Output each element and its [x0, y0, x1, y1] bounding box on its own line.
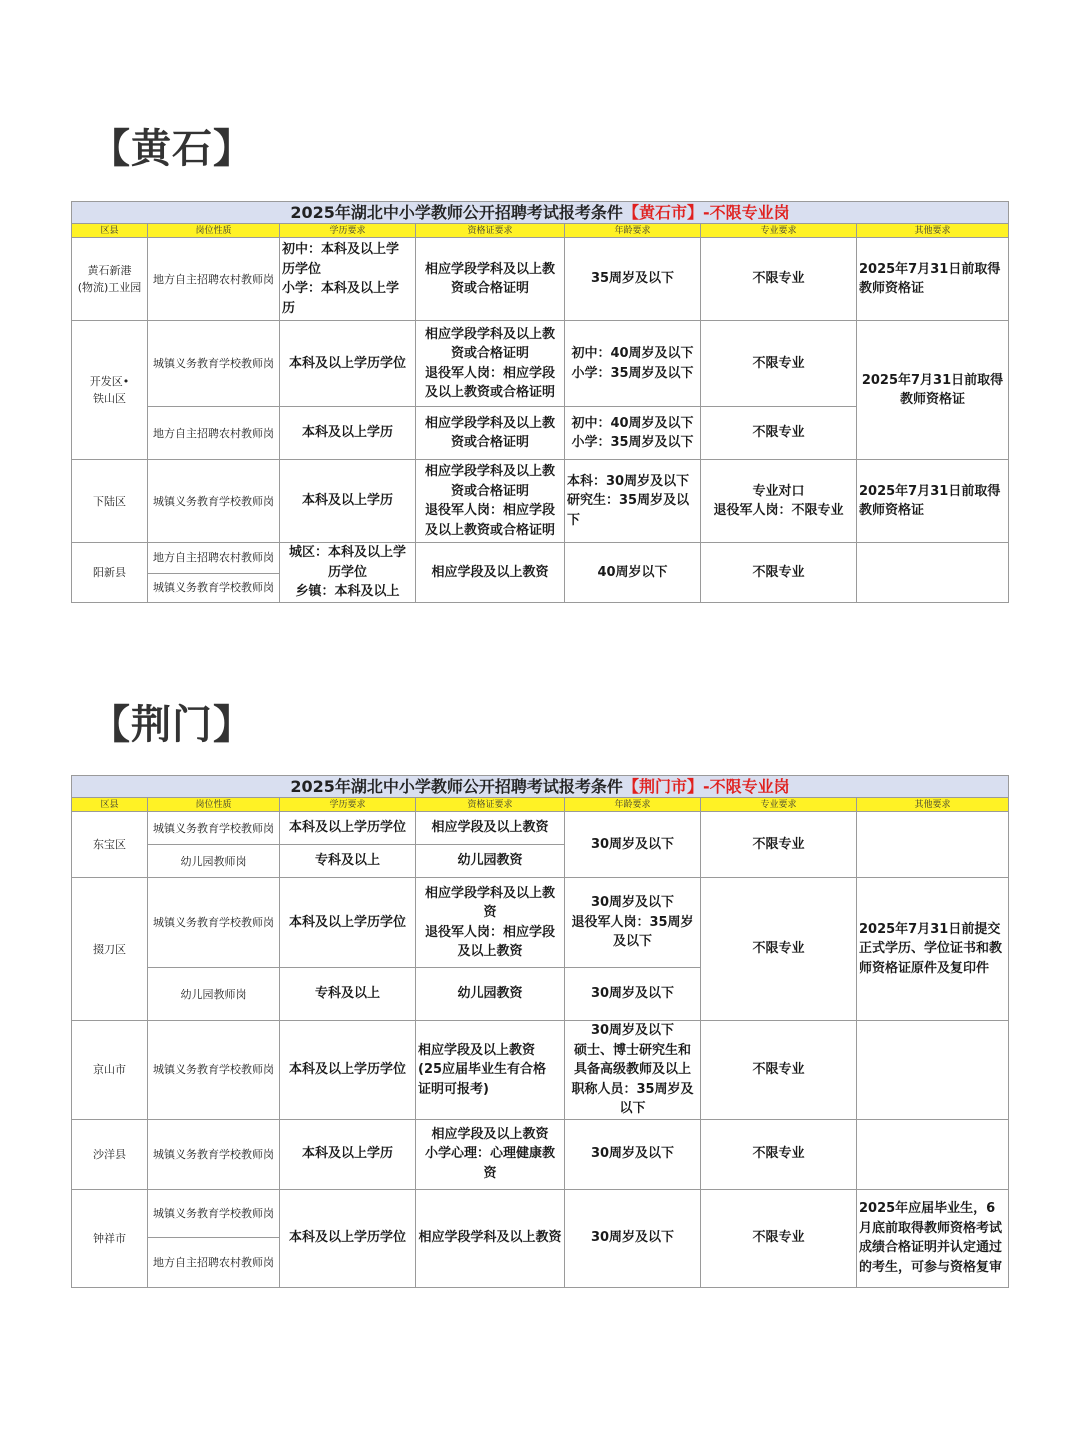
caption-main: 2025年湖北中小学教师公开招聘考试报考条件 [290, 203, 623, 222]
age-cell: 30周岁及以下 [565, 1119, 701, 1189]
header-major: 专业要求 [701, 224, 857, 238]
education-cell: 专科及以上 [280, 845, 416, 878]
certificate-cell: 相应学段及以上教资 (25应届毕业生有合格 证明可报考) [416, 1021, 565, 1120]
post-cell: 城镇义务教育学校教师岗 [148, 1119, 280, 1189]
other-cell: 2025年7月31日前取得 教师资格证 [857, 238, 1009, 321]
header-post: 岗位性质 [148, 224, 280, 238]
table-row [72, 321, 1009, 407]
district-cell: 黄石新港 (物流)工业园 [72, 238, 148, 321]
post-cell: 城镇义务教育学校教师岗 [148, 878, 280, 968]
education-cell: 本科及以上学历 [280, 407, 416, 460]
district-cell: 下陆区 [72, 460, 148, 543]
header-age: 年龄要求 [565, 224, 701, 238]
post-cell: 幼儿园教师岗 [148, 968, 280, 1021]
other-cell: 2025年7月31日前取得 教师资格证 [857, 321, 1009, 460]
education-cell: 城区：本科及以上学 历学位 乡镇：本科及以上 [280, 543, 416, 603]
age-cell: 40周岁以下 [565, 543, 701, 603]
major-cell: 不限专业 [701, 1189, 857, 1287]
header-education: 学历要求 [280, 224, 416, 238]
header-age: 年龄要求 [565, 798, 701, 812]
education-cell: 专科及以上 [280, 968, 416, 1021]
post-cell: 城镇义务教育学校教师岗 [148, 321, 280, 407]
certificate-cell: 相应学段及以上教资 [416, 543, 565, 603]
post-cell: 幼儿园教师岗 [148, 845, 280, 878]
table-caption [72, 202, 1009, 224]
caption-city: 【黄石市】 [622, 203, 703, 222]
other-cell [857, 812, 1009, 878]
header-major: 专业要求 [701, 798, 857, 812]
district-cell: 阳新县 [72, 543, 148, 603]
post-cell: 地方自主招聘农村教师岗 [148, 543, 280, 574]
caption-city: 【荆门市】 [622, 777, 703, 796]
education-cell: 本科及以上学历 [280, 460, 416, 543]
other-cell: 2025年7月31日前提交 正式学历、学位证书和教 师资格证原件及复印件 [857, 878, 1009, 1021]
district-cell: 掇刀区 [72, 878, 148, 1021]
major-cell: 不限专业 [701, 238, 857, 321]
age-cell: 初中：40周岁及以下 小学：35周岁及以下 [565, 321, 701, 407]
section-title-huangshi: 【黄石】 [90, 126, 254, 172]
major-cell: 不限专业 [701, 878, 857, 1021]
header-district: 区县 [72, 798, 148, 812]
post-cell: 地方自主招聘农村教师岗 [148, 238, 280, 321]
post-cell: 城镇义务教育学校教师岗 [148, 812, 280, 845]
post-cell: 城镇义务教育学校教师岗 [148, 1021, 280, 1120]
header-row [72, 798, 1009, 812]
education-cell: 本科及以上学历学位 [280, 1189, 416, 1287]
caption-main: 2025年湖北中小学教师公开招聘考试报考条件 [290, 777, 623, 796]
jingmen-table [71, 775, 1009, 1288]
major-cell: 专业对口 退役军人岗：不限专业 [701, 460, 857, 543]
header-other: 其他要求 [857, 224, 1009, 238]
table-row [72, 1189, 1009, 1237]
major-cell: 不限专业 [701, 407, 857, 460]
post-cell: 城镇义务教育学校教师岗 [148, 460, 280, 543]
table-row [72, 1119, 1009, 1189]
table-row [72, 238, 1009, 321]
table-caption [72, 776, 1009, 798]
post-cell: 地方自主招聘农村教师岗 [148, 1237, 280, 1287]
district-cell: 京山市 [72, 1021, 148, 1120]
district-cell: 沙洋县 [72, 1119, 148, 1189]
header-post: 岗位性质 [148, 798, 280, 812]
age-cell: 30周岁及以下 [565, 812, 701, 878]
certificate-cell: 相应学段学科及以上教 资或合格证明 [416, 238, 565, 321]
header-other: 其他要求 [857, 798, 1009, 812]
education-cell: 初中：本科及以上学 历学位 小学：本科及以上学 历 [280, 238, 416, 321]
certificate-cell: 相应学段学科及以上教 资 退役军人岗：相应学段 及以上教资 [416, 878, 565, 968]
major-cell: 不限专业 [701, 1021, 857, 1120]
district-cell: 钟祥市 [72, 1189, 148, 1287]
major-cell: 不限专业 [701, 321, 857, 407]
age-cell: 30周岁及以下 退役军人岗：35周岁 及以下 [565, 878, 701, 968]
age-cell: 30周岁及以下 [565, 968, 701, 1021]
age-cell: 30周岁及以下 [565, 1189, 701, 1287]
age-cell: 35周岁及以下 [565, 238, 701, 321]
header-certificate: 资格证要求 [416, 224, 565, 238]
header-education: 学历要求 [280, 798, 416, 812]
certificate-cell: 幼儿园教资 [416, 968, 565, 1021]
education-cell: 本科及以上学历学位 [280, 812, 416, 845]
certificate-cell: 相应学段及以上教资 小学心理：心理健康教 资 [416, 1119, 565, 1189]
header-row [72, 224, 1009, 238]
other-cell [857, 1021, 1009, 1120]
district-cell: 开发区• 铁山区 [72, 321, 148, 460]
certificate-cell: 相应学段学科及以上教 资或合格证明 退役军人岗：相应学段 及以上教资或合格证明 [416, 460, 565, 543]
header-district: 区县 [72, 224, 148, 238]
education-cell: 本科及以上学历学位 [280, 321, 416, 407]
post-cell: 城镇义务教育学校教师岗 [148, 1189, 280, 1237]
post-cell: 地方自主招聘农村教师岗 [148, 407, 280, 460]
table-row [72, 1021, 1009, 1120]
caption-suffix: -不限专业岗 [702, 203, 790, 222]
section-title-jingmen: 【荆门】 [90, 702, 254, 748]
major-cell: 不限专业 [701, 543, 857, 603]
table-row [72, 543, 1009, 574]
certificate-cell: 幼儿园教资 [416, 845, 565, 878]
table-row [72, 460, 1009, 543]
certificate-cell: 相应学段学科及以上教 资或合格证明 [416, 407, 565, 460]
caption-suffix: -不限专业岗 [702, 777, 790, 796]
certificate-cell: 相应学段学科及以上教 资或合格证明 退役军人岗：相应学段 及以上教资或合格证明 [416, 321, 565, 407]
education-cell: 本科及以上学历 [280, 1119, 416, 1189]
major-cell: 不限专业 [701, 812, 857, 878]
age-cell: 初中：40周岁及以下 小学：35周岁及以下 [565, 407, 701, 460]
huangshi-table [71, 201, 1009, 603]
certificate-cell: 相应学段学科及以上教资 [416, 1189, 565, 1287]
table-row [72, 878, 1009, 968]
other-cell [857, 1119, 1009, 1189]
major-cell: 不限专业 [701, 1119, 857, 1189]
certificate-cell: 相应学段及以上教资 [416, 812, 565, 845]
table-row [72, 812, 1009, 845]
other-cell: 2025年应届毕业生，6 月底前取得教师资格考试 成绩合格证明并认定通过 的考生，可参与资格复审 [857, 1189, 1009, 1287]
district-cell: 东宝区 [72, 812, 148, 878]
post-cell: 城镇义务教育学校教师岗 [148, 573, 280, 602]
age-cell: 本科：30周岁及以下 研究生：35周岁及以 下 [565, 460, 701, 543]
education-cell: 本科及以上学历学位 [280, 878, 416, 968]
age-cell: 30周岁及以下 硕士、博士研究生和 具备高级教师及以上 职称人员：35周岁及 以下 [565, 1021, 701, 1120]
header-certificate: 资格证要求 [416, 798, 565, 812]
other-cell: 2025年7月31日前取得 教师资格证 [857, 460, 1009, 543]
other-cell [857, 543, 1009, 603]
education-cell: 本科及以上学历学位 [280, 1021, 416, 1120]
